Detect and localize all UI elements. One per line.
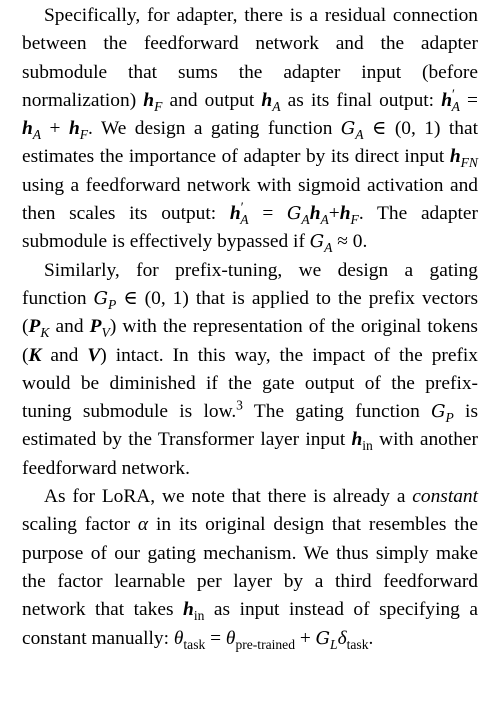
math-term [309,203,329,227]
math-term [449,146,478,171]
math-subscript: FN [460,155,478,171]
math-subscript: task [183,636,206,652]
paragraph-lora [22,483,478,653]
math-symbol: = [205,627,226,649]
text-run: and [41,344,88,366]
emphasis-text: constant [412,486,478,508]
math-term [68,118,89,142]
math-symbol: + [328,203,340,225]
text-run: and [49,316,90,338]
text-run: is estimated by the Transformer layer input [22,401,478,451]
math-term [351,429,373,454]
paper-body [22,2,478,653]
math-variable: h [449,146,461,168]
math-term [315,627,338,652]
math-variable: P [28,316,41,338]
math-variable: G [340,118,356,140]
math-superscript: ′ [240,199,244,215]
math-term [339,203,359,227]
math-variable: G [287,203,302,225]
math-term [441,86,460,114]
math-variable: h [351,429,363,451]
math-term [229,199,249,227]
math-subscript: P [108,296,117,312]
math-term [340,118,364,142]
math-subscript: A [301,211,310,227]
math-subscript: A [32,126,42,142]
math-symbol: ∈ (0, 1) [363,118,441,140]
math-variable: θ [173,627,184,649]
text-run: . We design a gating function [88,118,341,140]
math-superscript: ′ [452,86,455,102]
text-run: in its original design that resembles the purpose of our gating mechanism. We thus simply make the factor learnable per layer by a third feedforward network that takes [22,514,478,621]
math-term [89,316,110,341]
math-subscript: A [324,240,333,256]
math-term [183,599,205,623]
math-subscript: in [362,438,373,454]
math-term [309,231,333,256]
math-subscript: A [272,98,281,114]
text-run: ) intact. In this way, the impact of the prefix would be diminished if the gate output of the prefix-tuning submodule is low. [22,344,478,423]
math-subscript: F [154,98,163,114]
math-subscript: in [193,607,205,623]
math-variable: h [261,89,273,111]
math-subscript: K [40,325,50,341]
math-variable: δ [337,627,347,649]
text-run: As for LoRA, we note that there is already a [44,486,413,508]
text-run: ) with the representation of the original tokens ( [22,316,478,366]
paragraph-prefix-tuning [22,257,478,483]
text-run: Similarly, for prefix-tuning, we design a gating function [22,259,478,309]
math-variable: G [315,627,331,649]
text-run: that is applied to the prefix vectors ( [22,287,478,338]
math-variable: G [431,401,446,423]
math-term [93,287,117,312]
math-term [261,89,281,114]
math-term [225,627,295,652]
math-term [87,345,100,366]
math-subscript: A [451,98,460,114]
math-variable: h [441,89,452,111]
math-subscript: L [330,636,338,652]
math-variable: h [183,599,194,621]
paragraph-adapter [22,2,478,257]
math-subscript: pre-trained [235,636,295,652]
math-symbol: = [248,203,288,225]
math-symbol: = [459,89,478,111]
math-subscript: F [350,211,359,227]
text-run: . The adapter submodule is effectively bypassed if [22,203,478,253]
math-symbol: ∈ (0, 1) [116,287,189,309]
math-term [431,401,454,425]
text-run: as its final output: [280,89,442,111]
text-run: The gating function [242,401,432,423]
math-term [337,627,369,652]
math-variable: K [28,344,42,366]
math-subscript: P [445,409,454,425]
math-subscript: A [320,211,329,227]
math-variable: h [309,203,321,225]
math-variable: h [143,89,155,111]
text-run: . [362,231,368,253]
math-variable: h [339,203,351,225]
math-symbol: + [41,118,69,140]
text-run: using a feedforward network with sigmoid activation and then scales its output: [22,174,478,225]
math-term [28,345,41,366]
math-variable: h [68,118,80,140]
math-term [143,89,163,114]
math-subscript: A [240,211,249,227]
math-term [412,486,478,507]
text-run: with another feedforward network. [22,429,478,479]
math-symbol: + [295,627,316,649]
text-run: Specifically, for adapter, there is a residual connection between the feedforward network and the adapter submodule that sums the adapter input (before normalization) [22,5,478,111]
text-run: as input instead of specifying a constant manually: [22,599,478,649]
math-subscript: V [101,325,110,341]
math-symbol: ≈ 0 [332,231,363,253]
math-term [287,203,310,227]
math-variable: P [89,316,102,338]
math-variable: α [137,514,149,536]
math-subscript: F [79,126,89,142]
math-variable: G [93,287,109,309]
math-subscript: A [355,126,364,142]
math-variable: h [229,203,241,225]
math-term [138,514,148,535]
text-run: . [368,627,374,649]
math-subscript: task [346,636,369,652]
math-term [28,316,50,341]
math-term [22,118,42,142]
math-term [173,627,206,652]
text-run: and output [162,89,262,111]
math-variable: G [309,231,325,253]
footnote-mark: 3 [236,397,243,413]
text-run: that estimates the importance of adapter by its direct input [22,118,478,168]
math-variable: θ [225,627,236,649]
math-variable: V [87,344,101,366]
math-variable: h [22,118,33,140]
text-run: scaling factor [22,514,138,536]
